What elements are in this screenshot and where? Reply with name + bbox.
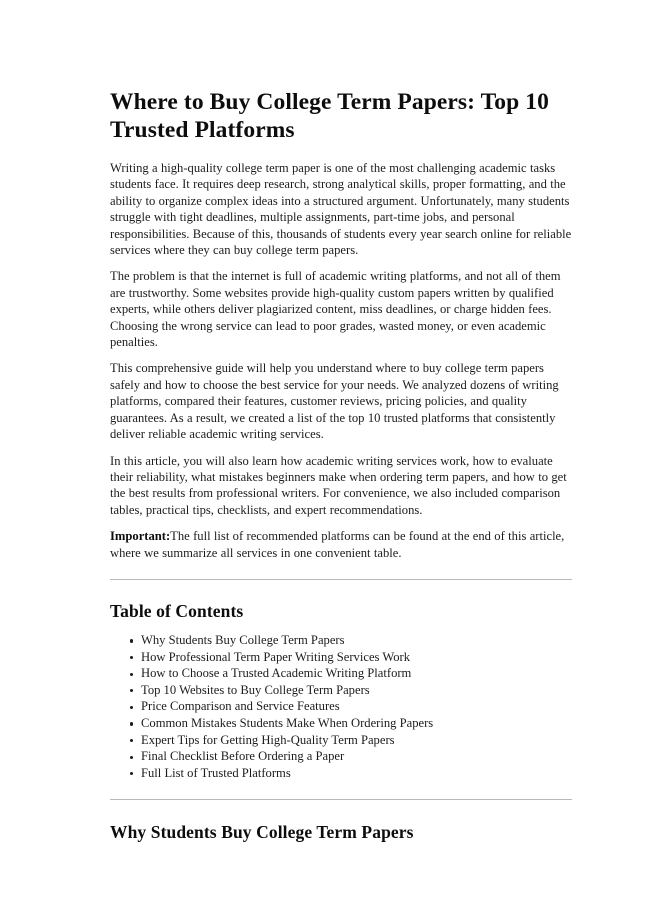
intro-paragraph-3: This comprehensive guide will help you understand where to buy college term papers safely and how to choose the best service for your needs. We analyzed dozens of writing platforms, compared their features, customer reviews, pricing policies, and quality guarantees. As a result, we created a list of the top 10 trusted platforms that consistently deliver reliable academic writing services. xyxy=(110,361,559,442)
table-of-contents-heading: Table of Contents xyxy=(110,600,244,621)
toc-item-label: Price Comparison and Service Features xyxy=(141,699,340,714)
section-divider-top xyxy=(110,579,572,580)
toc-item-label: Final Checklist Before Ordering a Paper xyxy=(141,749,345,764)
toc-item-label: How to Choose a Trusted Academic Writing Platform xyxy=(141,666,412,681)
list-item[interactable] xyxy=(130,665,572,682)
important-note-label: Important: xyxy=(110,529,171,544)
toc-item-label: Why Students Buy College Term Papers xyxy=(141,632,345,647)
important-note-text: The full list of recommended platforms can be found at the end of this article, where we summarize all services in one convenient table. xyxy=(110,529,565,560)
list-item[interactable] xyxy=(130,748,572,765)
intro-paragraph-2: The problem is that the internet is full of academic writing platforms, and not all of them are trustworthy. Some websites provide high-quality custom papers written by qualified experts, while others deliver plagiarized content, miss deadlines, or charge hidden fees. Choosing the wrong service can lead to poor grades, wasted money, or even academic penalties. xyxy=(110,269,561,350)
table-of-contents-list xyxy=(110,632,572,781)
intro-paragraph-1: Writing a high-quality college term paper is one of the most challenging academic tasks students face. It requires deep research, strong analytical skills, proper formatting, and the ability to organize complex ideas into a structured argument. Unfortunately, many students struggle with tight deadlines, multiple assignments, part-time jobs, and personal responsibilities. Because of this, thousands of students every year search online for reliable services where they can buy college term papers. xyxy=(110,161,572,258)
list-item[interactable] xyxy=(130,765,572,782)
important-note xyxy=(110,528,572,561)
list-item[interactable] xyxy=(130,682,572,699)
page-title: Where to Buy College Term Papers: Top 10 Trusted Platforms xyxy=(110,89,549,143)
toc-item-label: Expert Tips for Getting High-Quality Term Papers xyxy=(141,732,395,747)
section-heading-why-students-buy: Why Students Buy College Term Papers xyxy=(110,822,414,843)
list-item[interactable] xyxy=(130,632,572,649)
toc-item-label: Top 10 Websites to Buy College Term Papers xyxy=(141,682,370,697)
section-divider-bottom xyxy=(110,799,572,800)
list-item[interactable] xyxy=(130,715,572,732)
intro-paragraph-4: In this article, you will also learn how academic writing services work, how to evaluate their reliability, what mistakes beginners make when ordering term papers, and how to get the best results from professional writers. For convenience, we also included comparison tables, practical tips, checklists, and expert recommendations. xyxy=(110,453,567,517)
list-item[interactable] xyxy=(130,698,572,715)
toc-item-label: Common Mistakes Students Make When Ordering Papers xyxy=(141,715,434,730)
toc-item-label: How Professional Term Paper Writing Services Work xyxy=(141,649,411,664)
list-item[interactable] xyxy=(130,649,572,666)
list-item[interactable] xyxy=(130,732,572,749)
toc-item-label: Full List of Trusted Platforms xyxy=(141,765,291,780)
